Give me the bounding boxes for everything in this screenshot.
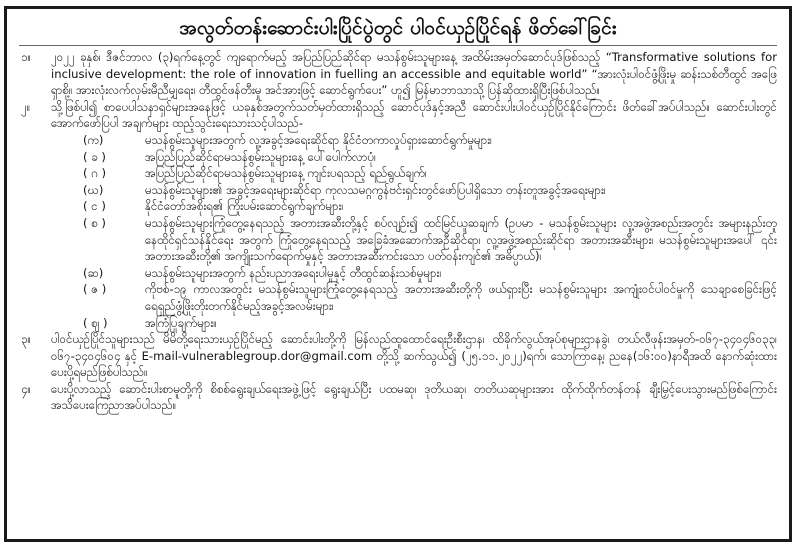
list-item bbox=[83, 265, 777, 282]
paragraph-2 bbox=[21, 99, 777, 132]
title-divider bbox=[19, 45, 777, 46]
topic-list bbox=[21, 132, 777, 331]
item-text: အကြံပြုချက်များ။ bbox=[145, 315, 217, 330]
item-marker: ( ခ ) bbox=[83, 149, 106, 164]
item-text: မသန်စွမ်းသူများကြုံတွေ့နေရသည့် အတားအဆီးတို့နှင့် စပ်လျဉ်း၍ ထင်မြင်ယူဆချက် (ဥပမာ - မသန်စွမ်းသူများ လူ့အဖွဲ့အစည်းအတွင်း အများနည်းတူ နေထိုင်ရှင်သန်နိုင်ရေး အတွက် ကြုံတွေ့နေရသည့် အခြေခံအဆောက်အဦဆိုင်ရာ၊ လူ့အဖွဲ့အစည်းဆိုင်ရာ အတားအဆီးများ၊ မသန်စွမ်းသူများအပေါ် ၎င်းအတားအဆီးတို့၏ အကျိုးသက်ရောက်မှုနှင့် အတားအဆီးကင်းသော ပတ်ဝန်းကျင်၏ အဓိပ္ပာယ်)၊ bbox=[145, 215, 777, 264]
item-marker: (က) bbox=[83, 132, 104, 147]
paragraph-text: ပါဝင်ယှဉ်ပြိုင်သူများသည် မိမိတို့ရေးသားယှဉ်ပြိုင်မည့် ဆောင်းပါးတို့ကို မြန်လည်ထူထောင်ရေးဦးစီးဌာန၊ ထိခိုက်လွယ်အုပ်စုများဌာနခွဲ၊ တယ်လီဖုန်းအမှတ်-၀၆၇-၃၄၀၄၆၀၃၃၊ ၀၆၇-၃၄၀၄၆၀၄ နှင့် E-mail-vulnerablegroup.dor@gmail.com တို့သို့ ဆက်သွယ်၍ (၂၅.၁၁.၂၀၂၂)ရက်၊ သောကြာနေ့၊ ညနေ(၁၆:၀၀)နာရီအထိ နောက်ဆုံးထားပေးပို့ရမည်ဖြစ်ပါသည်။ bbox=[51, 332, 777, 380]
announcement-body bbox=[21, 49, 777, 533]
item-marker: (ဆ) bbox=[83, 265, 104, 280]
paragraph-text: သို့ဖြစ်ပါ၍ စာပေပါသနာရှင်များအနေဖြင့် ယခုနှစ်အတွက်သတ်မှတ်ထားရှိသည့် ဆောင်ပုဒ်နှင့်အညီ ဆောင်းပါးပါဝင်ယှဉ်ပြိုင်နိုင်ကြောင်း ဖိတ်ခေါ်အပ်ပါသည်။ ဆောင်းပါးတွင် အောက်ဖော်ပြပါ အချက်များ ထည့်သွင်းရေးသားသင့်ပါသည်- bbox=[51, 99, 777, 131]
paragraph-text: ပေးပို့လာသည့် ဆောင်းပါးစာမူတို့ကို စိစစ်ရွေးချယ်ရေးအဖွဲ့ဖြင့် ရွေးချယ်ပြီး ပထမဆု၊ ဒုတိယဆု၊ တတိယဆုများအား ထိုက်ထိုက်တန်တန် ချီးမြှင့်ပေးသွားမည်ဖြစ်ကြောင်း အသိပေးကြေညာအပ်ပါသည်။ bbox=[51, 381, 777, 413]
item-marker: ( င ) bbox=[83, 199, 106, 214]
list-item bbox=[83, 315, 777, 332]
item-text: မသန်စွမ်းသူများ၏ အခွင့်အရေးများဆိုင်ရာ ကုလသမဂ္ဂကွန်ဗင်းရှင်းတွင်ဖော်ပြပါရှိသော တန်းတူအခွင့်အရေးများ၊ bbox=[145, 182, 606, 197]
announcement-frame bbox=[4, 6, 792, 542]
list-item bbox=[83, 198, 777, 215]
item-text: ကိုဗစ်-၁၉ ကာလအတွင်း မသန်စွမ်းသူများကြုံတွေ့နေရသည့် အတားအဆီးတို့ကို ဖယ်ရှားပြီး မသန်စွမ်းသူများ အကျုံးဝင်ပါဝင်မှုကို သေချာစေခြင်းဖြင့် ရေရှည်ဖွံ့ဖြိုးတိုးတက်နိုင်မည့်အခွင့်အလမ်းများ၊ bbox=[145, 282, 777, 313]
item-text: မသန်စွမ်းသူများအတွက် နည်းပညာအရေးပါမှုနှင့် တီထွင်ဆန်းသစ်မှုများ၊ bbox=[145, 265, 442, 280]
list-item bbox=[83, 149, 777, 166]
item-marker: (ဃ) bbox=[83, 182, 104, 197]
item-marker: ( ဈ ) bbox=[83, 315, 108, 330]
paragraph-text: ၂၀၂၂ ခုနှစ်၊ ဒီဇင်ဘာလ (၃)ရက်နေ့တွင် ကျရောက်မည့် အပြည်ပြည်ဆိုင်ရာ မသန်စွမ်းသူများနေ့ အထိမ်းအမှတ်ဆောင်ပုဒ်ဖြစ်သည့် “Transformative solutions for inclusive development: the role of innovation in fuelling an accessible and equitable world” “အားလုံးပါဝင်ဖွံ့ဖြိုးမှု ဆန်းသစ်တီထွင် အဖြေရှာစို့။ အားလုံးလက်လှမ်းမီညီမျှရေး၊ တီထွင်ဖန်တီးမှု အင်အားဖြင့် ဆောင်ရွက်ပေး” ဟူ၍ မြန်မာဘာသာသို့ ပြန်ဆိုထားရှိပြီးဖြစ်ပါသည်။ bbox=[51, 50, 777, 98]
item-marker: ( ဂ ) bbox=[83, 166, 107, 181]
item-marker: ( ဇ ) bbox=[83, 282, 107, 297]
paragraph-number: ၁။ bbox=[21, 50, 32, 64]
list-item bbox=[83, 132, 777, 149]
item-text: မသန်စွမ်းသူများအတွက် လူ့အခွင့်အရေးဆိုင်ရာ နိုင်ငံတကာလှုပ်ရှားဆောင်ရွက်မှုများ၊ bbox=[145, 132, 492, 147]
announcement-title: အလွတ်တန်းဆောင်းပါးပြိုင်ပွဲတွင် ပါဝင်ယှဉ်ပြိုင်ရန် ဖိတ်ခေါ်ခြင်း bbox=[179, 17, 617, 39]
list-item bbox=[83, 281, 777, 314]
paragraph-4 bbox=[21, 381, 777, 414]
paragraph-1 bbox=[21, 49, 777, 99]
list-item bbox=[83, 215, 777, 265]
item-text: အပြည်ပြည်ဆိုင်ရာမသန်စွမ်းသူများနေ့ ကျင်းပရသည့် ရည်ရွယ်ချက်၊ bbox=[145, 166, 427, 181]
paragraph-3 bbox=[21, 331, 777, 381]
list-item bbox=[83, 165, 777, 182]
paragraph-number: ၂။ bbox=[21, 99, 31, 114]
item-marker: ( စ ) bbox=[83, 215, 106, 230]
paragraph-number: ၄။ bbox=[21, 381, 32, 396]
list-item bbox=[83, 182, 777, 199]
paragraph-number: ၃။ bbox=[21, 332, 32, 347]
item-text: နိုင်ငံတော်အစိုးရ၏ ကြိုးပမ်းဆောင်ရွက်ချက်များ၊ bbox=[145, 199, 344, 214]
item-text: အပြည်ပြည်ဆိုင်ရာမသန်စွမ်းသူများနေ့ ပေါ်ပေါက်လာပုံ၊ bbox=[145, 149, 376, 164]
